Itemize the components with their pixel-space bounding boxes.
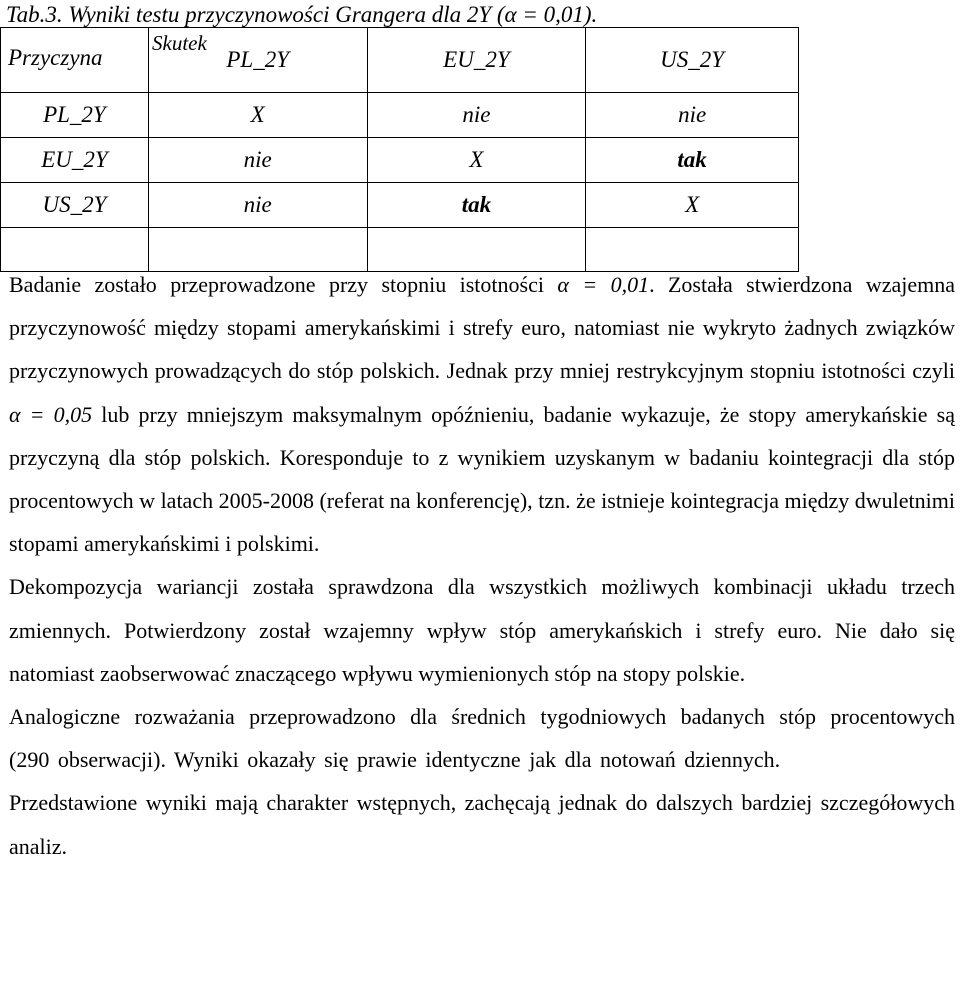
table-row bbox=[1, 93, 799, 138]
table-cell: X bbox=[148, 93, 367, 138]
corner-label-effect: Skutek bbox=[152, 31, 207, 55]
paragraph-1-part-c: lub przy mniejszym maksymalnym opóźnieniu, badanie wykazuje, że stopy amerykańskie są przyczyną dla stóp polskich. Koresponduje to z wynikiem uzyskanym w badaniu kointegracji dla stóp procentowych w latach 2005-2008 (referat na konferencję), tzn. że istnieje kointegracja między dwuletnimi stopami amerykańskimi i polskimi. bbox=[9, 401, 955, 557]
table-cell: nie bbox=[148, 138, 367, 183]
paragraph-1-part-a: Badanie zostało przeprowadzone przy stopniu istotności bbox=[9, 272, 558, 297]
column-header: PL_2Y bbox=[148, 28, 367, 93]
column-header: EU_2Y bbox=[367, 28, 586, 93]
table-cell: tak bbox=[586, 138, 799, 183]
table-caption bbox=[6, 2, 597, 28]
paragraph-1-part-b: . Została stwierdzona wzajemna przyczynowość między stopami amerykańskimi i strefy euro, natomiast nie wykryto żadnych związków przyczynowych prowadzących do stóp polskich. Jednak przy mniej restrykcyjnym stopniu istotności czyli bbox=[9, 272, 955, 384]
paragraph-4: Przedstawione wyniki mają charakter wstępnych, zachęcają jednak do dalszych bardziej szczegółowych analiz. bbox=[9, 790, 955, 859]
column-header: US_2Y bbox=[586, 28, 799, 93]
alpha-005-formula: α = 0,05 bbox=[9, 401, 93, 427]
paragraph-1 bbox=[9, 263, 955, 565]
table-cell: X bbox=[367, 138, 586, 183]
table-row bbox=[1, 138, 799, 183]
table-cell: nie bbox=[586, 93, 799, 138]
table-cell: tak bbox=[367, 183, 586, 228]
table-row bbox=[1, 183, 799, 228]
paragraph-2: Dekompozycja wariancji została sprawdzona dla wszystkich możliwych kombinacji układu trzech zmiennych. Potwierdzony został wzajemny wpływ stóp amerykańskich i strefy euro. Nie dało się natomiast zaobserwować znaczącego wpływu wymienionych stóp na stopy polskie. bbox=[9, 574, 955, 686]
row-header: US_2Y bbox=[1, 183, 149, 228]
granger-causality-table bbox=[0, 27, 799, 272]
caption-alpha-symbol: α bbox=[504, 2, 517, 27]
table-cell: X bbox=[586, 183, 799, 228]
caption-prefix: Tab.3. Wyniki testu przyczynowości Grangera dla 2Y ( bbox=[6, 2, 505, 27]
document-body bbox=[9, 263, 955, 868]
caption-alpha-value: = 0,01). bbox=[516, 2, 598, 27]
table-cell: nie bbox=[367, 93, 586, 138]
alpha-001-formula: α = 0,01 bbox=[557, 272, 650, 297]
row-header: PL_2Y bbox=[1, 93, 149, 138]
table-cell: nie bbox=[148, 183, 367, 228]
paragraph-3: Analogiczne rozważania przeprowadzono dla średnich tygodniowych badanych stóp procentowych (290 obserwacji). Wyniki okazały się prawie identyczne jak dla notowań dziennych. bbox=[9, 704, 955, 773]
table-corner-cell bbox=[1, 28, 207, 93]
row-header: EU_2Y bbox=[1, 138, 149, 183]
table-header-row bbox=[1, 28, 799, 93]
corner-label-cause: Przyczyna bbox=[8, 45, 103, 70]
